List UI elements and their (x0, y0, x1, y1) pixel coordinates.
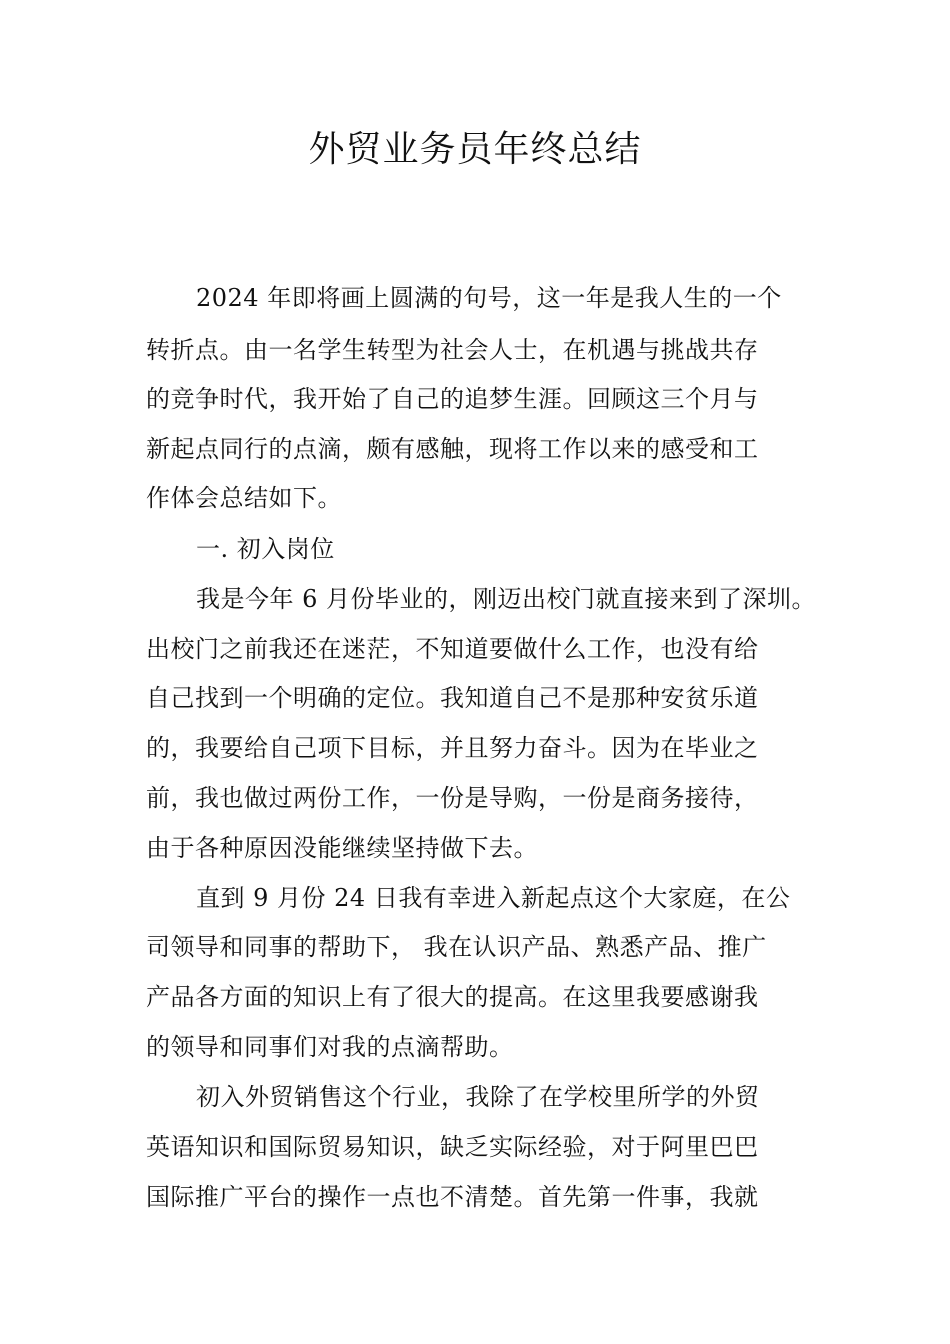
text-line: 产品各方面的知识上有了很大的提高。在这里我要感谢我 (146, 983, 759, 1011)
text-line: 的领导和同事们对我的点滴帮助。 (146, 1033, 514, 1061)
text-line: 前，我也做过两份工作，一份是导购，一份是商务接待， (146, 784, 759, 812)
text-line: 2024 年即将画上圆满的句号，这一年是我人生的一个 (196, 284, 782, 312)
text-line: 直到 9 月份 24 日我有幸进入新起点这个大家庭，在公 (196, 884, 791, 912)
text-line: 新起点同行的点滴，颇有感触，现将工作以来的感受和工 (146, 435, 759, 463)
text-line: 出校门之前我还在迷茫，不知道要做什么工作，也没有给 (146, 635, 759, 663)
text-line: 英语知识和国际贸易知识，缺乏实际经验，对于阿里巴巴 (146, 1133, 759, 1161)
text-line: 转折点。由一名学生转型为社会人士，在机遇与挑战共存 (146, 336, 759, 364)
text-line: 作体会总结如下。 (146, 484, 342, 512)
document-title: 外贸业务员年终总结 (308, 129, 642, 170)
section-heading: 一. 初入岗位 (196, 535, 335, 563)
text-line: 的，我要给自己项下目标，并且努力奋斗。因为在毕业之 (146, 734, 759, 762)
text-line: 我是今年 6 月份毕业的，刚迈出校门就直接来到了深圳。 (196, 585, 817, 613)
text-line: 国际推广平台的操作一点也不清楚。首先第一件事，我就 (146, 1183, 759, 1211)
text-line: 司领导和同事的帮助下， 我在认识产品、熟悉产品、推广 (146, 933, 767, 961)
text-line: 的竞争时代，我开始了自己的追梦生涯。回顾这三个月与 (146, 385, 759, 413)
text-line: 自己找到一个明确的定位。我知道自己不是那种安贫乐道 (146, 684, 759, 712)
text-line: 初入外贸销售这个行业，我除了在学校里所学的外贸 (196, 1083, 760, 1111)
text-line: 由于各种原因没能继续坚持做下去。 (146, 834, 538, 862)
